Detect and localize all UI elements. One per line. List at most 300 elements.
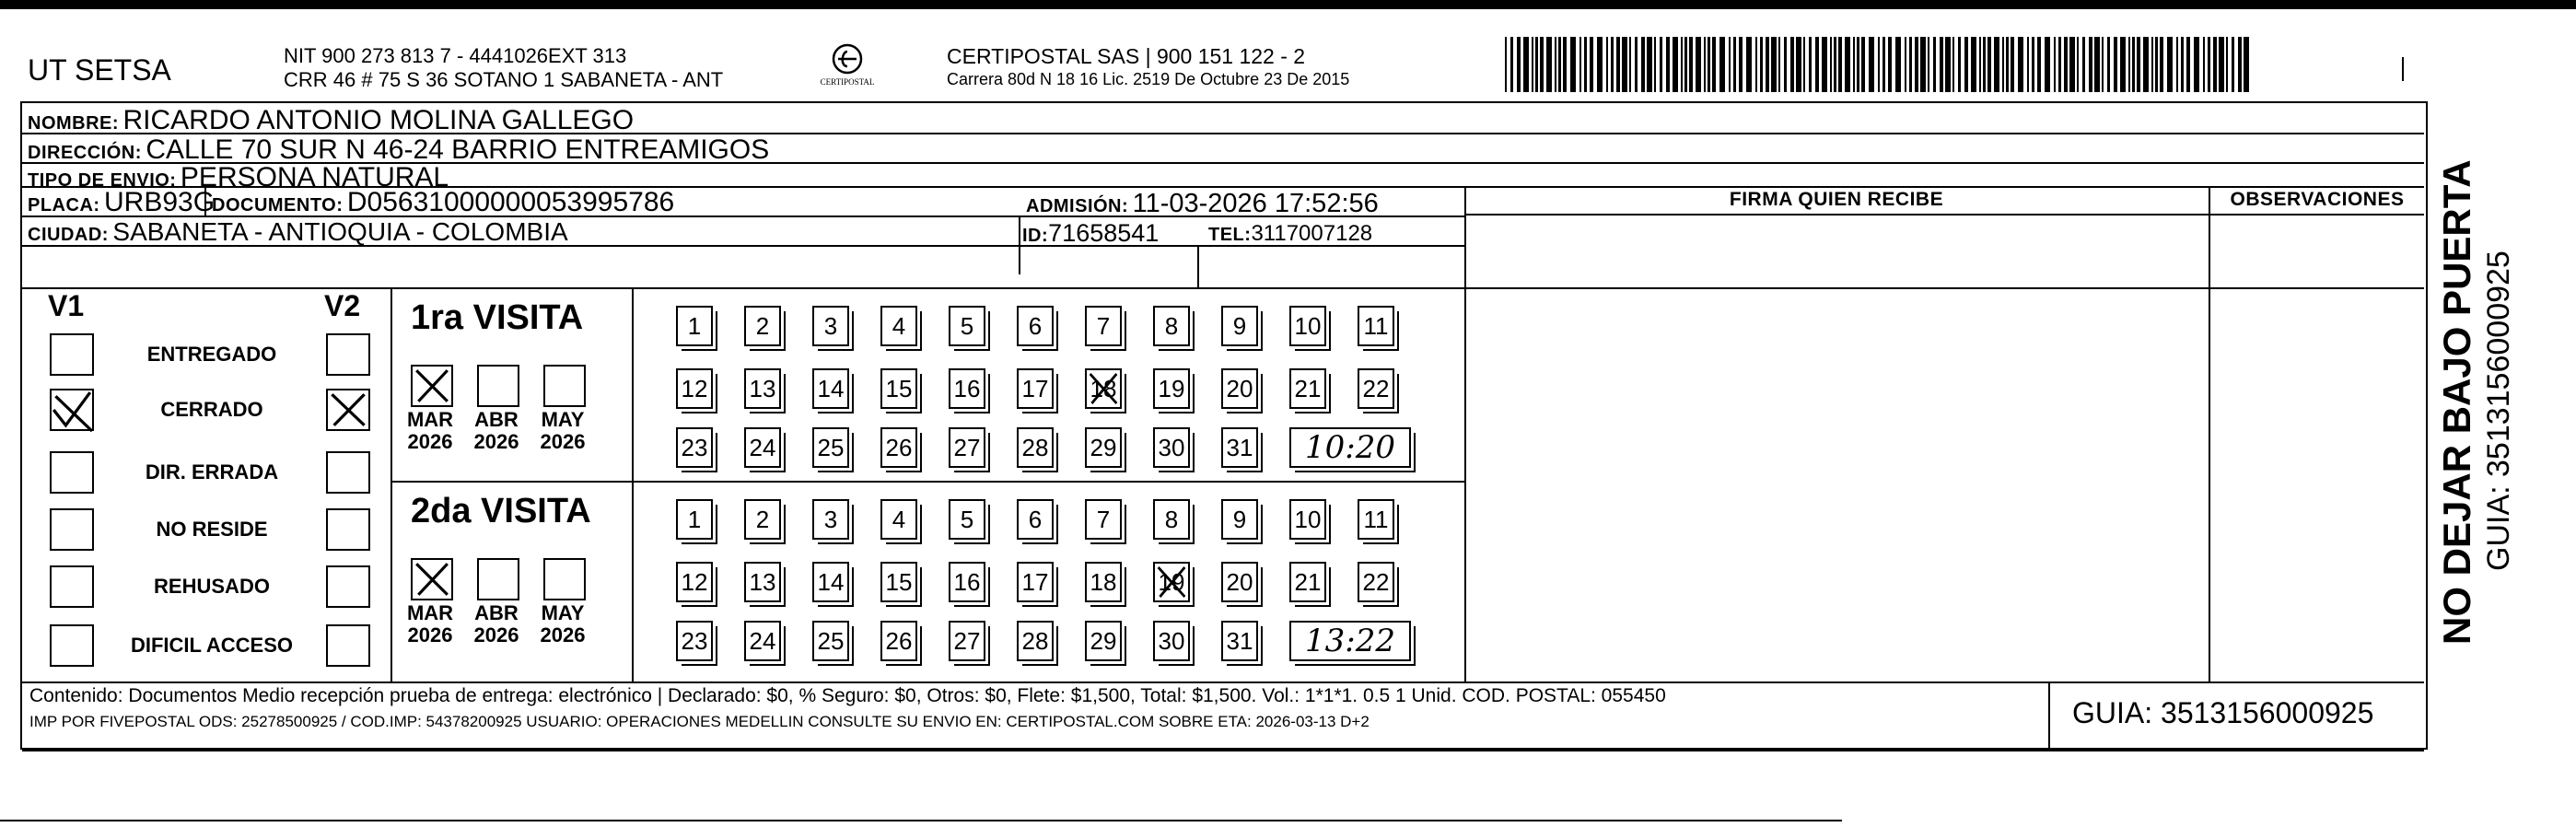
day-number: 7	[1096, 312, 1111, 340]
day-number: 2	[755, 506, 770, 533]
month-name: ABR	[474, 601, 519, 624]
barcode-bar	[2114, 37, 2117, 92]
barcode-bar	[2027, 37, 2029, 92]
barcode-bar	[1746, 37, 1752, 92]
barcode-bar	[1558, 37, 1561, 92]
barcode-bar	[2089, 37, 2092, 92]
day-number: 24	[749, 627, 776, 655]
status-label: DIR. ERRADA	[145, 460, 279, 483]
barcode-bar	[2107, 37, 2110, 92]
barcode-bar	[1915, 37, 1918, 92]
id-value: 71658541	[1048, 219, 1160, 247]
barcode-bar	[1510, 37, 1513, 92]
day-box[interactable]	[949, 562, 985, 602]
barcode-bar	[1532, 37, 1533, 92]
day-box[interactable]	[744, 499, 781, 540]
barcode-bar	[1878, 37, 1880, 92]
barcode-bar	[1830, 37, 1832, 92]
barcode-bar	[1681, 37, 1683, 92]
day-box[interactable]	[676, 368, 713, 409]
month-name: ABR	[474, 408, 519, 431]
day-box[interactable]	[949, 621, 985, 661]
day-number: 8	[1164, 506, 1179, 533]
barcode-bar	[1760, 37, 1763, 92]
day-number: 5	[960, 506, 974, 533]
day-x-mark	[1155, 564, 1188, 600]
barcode-bar	[2018, 37, 2023, 92]
id-cell	[1022, 219, 1159, 248]
certipostal-logo	[820, 42, 875, 94]
barcode-bar	[1869, 37, 1874, 92]
day-box[interactable]	[744, 306, 781, 346]
barcode-bar	[1606, 37, 1608, 92]
barcode-bar	[1555, 37, 1556, 92]
day-number: 27	[953, 627, 981, 655]
barcode-bar	[1712, 37, 1716, 92]
address-line: CRR 46 # 75 S 36 SOTANO 1 SABANETA - ANT	[284, 68, 724, 91]
day-box[interactable]	[744, 368, 781, 409]
day-box[interactable]	[880, 621, 917, 661]
tel-value: 3117007128	[1251, 221, 1373, 246]
day-number: 3	[823, 506, 838, 533]
signature-area[interactable]	[1466, 215, 2207, 680]
day-box[interactable]	[744, 621, 781, 661]
ciudad-value: SABANETA - ANTIOQUIA - COLOMBIA	[112, 217, 568, 246]
barcode-bar	[1563, 37, 1567, 92]
barcode-bar	[2167, 37, 2173, 92]
barcode	[1505, 37, 2251, 92]
barcode-bar	[2203, 37, 2205, 92]
day-box[interactable]	[880, 306, 917, 346]
barcode-bar	[1641, 37, 1645, 92]
day-box[interactable]	[1358, 562, 1394, 602]
nombre-value: RICARDO ANTONIO MOLINA GALLEGO	[122, 105, 635, 135]
day-number: 9	[1232, 506, 1247, 533]
ciudad-label: CIUDAD:	[28, 225, 109, 245]
barcode-bar	[2120, 37, 2126, 92]
barcode-bar	[2194, 37, 2199, 92]
day-box[interactable]	[1085, 562, 1122, 602]
day-number: 9	[1232, 312, 1247, 340]
barcode-bar	[2208, 37, 2210, 92]
day-box[interactable]	[1221, 562, 1258, 602]
barcode-bar	[1920, 37, 1926, 92]
barcode-bar	[1684, 37, 1687, 92]
imp-text: IMP POR FIVEPOSTAL ODS: 25278500925 / COD.IMP: 54378200925 USUARIO: OPERACIONES MEDELLIN CONSULTE SU ENVIO EN: CERTIPOSTAL.COM SOBRE ETA: 2026-03-13 D+2	[29, 713, 1370, 730]
day-number: 31	[1226, 627, 1253, 655]
month-checkbox[interactable]	[477, 365, 519, 407]
barcode-bar	[1673, 37, 1678, 92]
day-number: 13	[749, 568, 776, 596]
day-box[interactable]	[812, 306, 849, 346]
day-box[interactable]	[676, 427, 713, 468]
barcode-bar	[1739, 37, 1743, 92]
barcode-bar	[1766, 37, 1769, 92]
month-label	[464, 602, 529, 646]
day-number: 1	[687, 312, 702, 340]
barcode-bar	[1666, 37, 1670, 92]
barcode-bar	[2160, 37, 2163, 92]
barcode-bar	[1708, 37, 1710, 92]
placa-cell	[28, 187, 215, 218]
barcode-bar	[1905, 37, 1906, 92]
month-label	[530, 409, 595, 453]
day-box[interactable]	[1358, 306, 1394, 346]
day-number: 22	[1362, 568, 1390, 596]
day-box[interactable]	[676, 562, 713, 602]
v2-checkbox[interactable]	[326, 451, 370, 494]
day-box[interactable]	[1017, 427, 1054, 468]
month-year: 2026	[407, 430, 453, 453]
barcode-bar	[2143, 37, 2149, 92]
day-number: 29	[1090, 434, 1117, 461]
id-label: ID:	[1022, 226, 1049, 246]
month-year: 2026	[473, 430, 519, 453]
day-box[interactable]	[676, 621, 713, 661]
barcode-bar	[1796, 37, 1801, 92]
v1-checkbox[interactable]	[50, 333, 94, 376]
v2-checkbox[interactable]	[326, 624, 370, 667]
barcode-bar	[2186, 37, 2190, 92]
direccion-row	[28, 134, 769, 166]
day-box[interactable]	[1289, 499, 1326, 540]
barcode-bar	[2244, 37, 2249, 92]
documento-cell	[212, 187, 674, 218]
visit-time: 10:20	[1305, 429, 1395, 466]
observaciones-area[interactable]	[2210, 215, 2422, 680]
month-year: 2026	[540, 623, 586, 646]
barcode-bar	[2058, 37, 2061, 92]
barcode-bar	[1535, 37, 1538, 92]
day-box[interactable]	[1289, 562, 1326, 602]
day-box[interactable]	[1017, 562, 1054, 602]
day-number: 22	[1362, 375, 1390, 402]
day-number: 31	[1226, 434, 1253, 461]
month-checkbox[interactable]	[411, 558, 453, 600]
month-name: MAR	[406, 601, 454, 624]
direccion-label: DIRECCIÓN:	[28, 143, 142, 163]
day-number: 30	[1158, 627, 1185, 655]
visit-time-box[interactable]	[1289, 427, 1411, 468]
barcode-bar	[1704, 37, 1706, 92]
v1-checkbox[interactable]	[50, 565, 94, 608]
status-label: CERRADO	[160, 398, 263, 421]
barcode-bar	[1629, 37, 1631, 92]
day-box[interactable]	[812, 427, 849, 468]
barcode-bar	[1945, 37, 1951, 92]
barcode-bar	[1584, 37, 1587, 92]
month-checkbox[interactable]	[477, 558, 519, 600]
month-name: MAY	[541, 408, 585, 431]
day-number: 14	[817, 375, 845, 402]
day-number: 13	[749, 375, 776, 402]
barcode-bar	[1958, 37, 1961, 92]
day-box[interactable]	[1221, 368, 1258, 409]
barcode-bar	[2045, 37, 2050, 92]
status-label: ENTREGADO	[146, 343, 277, 366]
barcode-bar	[1540, 37, 1544, 92]
nombre-label: NOMBRE:	[28, 113, 120, 134]
day-box[interactable]	[812, 499, 849, 540]
barcode-bar	[1964, 37, 1968, 92]
nit-line: NIT 900 273 813 7 - 4441026EXT 313	[284, 44, 627, 67]
day-box[interactable]	[949, 499, 985, 540]
barcode-bar	[1857, 37, 1859, 92]
barcode-bar	[1994, 37, 1999, 92]
day-number: 20	[1226, 375, 1253, 402]
visit-title: 1ra VISITA	[411, 298, 584, 337]
v1-checkbox[interactable]	[50, 389, 94, 431]
firma-header: FIRMA QUIEN RECIBE	[1729, 189, 1944, 210]
day-box[interactable]	[1153, 499, 1190, 540]
day-box[interactable]	[949, 368, 985, 409]
carrier-line: CERTIPOSTAL SAS | 900 151 122 - 2	[947, 44, 1306, 68]
month-label	[398, 602, 462, 646]
day-box[interactable]	[880, 562, 917, 602]
barcode-bar	[2006, 37, 2009, 92]
barcode-bar	[1845, 37, 1850, 92]
day-number: 4	[892, 506, 906, 533]
tel-cell	[1208, 221, 1372, 247]
day-number: 17	[1021, 568, 1049, 596]
day-number: 28	[1021, 627, 1049, 655]
barcode-bar	[1622, 37, 1627, 92]
day-box[interactable]	[812, 562, 849, 602]
day-box[interactable]	[1221, 621, 1258, 661]
barcode-bar	[2219, 37, 2224, 92]
v1-checkbox[interactable]	[50, 451, 94, 494]
tipo-value: PERSONA NATURAL	[180, 162, 449, 192]
day-x-mark	[1087, 370, 1120, 407]
barcode-bar	[1579, 37, 1581, 92]
status-label: NO RESIDE	[156, 518, 268, 541]
barcode-bar	[2232, 37, 2234, 92]
day-number: 21	[1294, 568, 1322, 596]
contenido-text: Contenido: Documentos Medio recepción prueba de entrega: electrónico | Declarado: $0, % Seguro: $0, Otros: $0, Flete: $1,500, Total: $1,500. Vol.: 1*1*1. 0.5 1 Unid. COD. POSTAL: 055450	[29, 685, 1666, 706]
barcode-bar	[2181, 37, 2184, 92]
company-name: UT SETSA	[28, 53, 171, 87]
barcode-bar	[1729, 37, 1731, 92]
barcode-bar	[1616, 37, 1620, 92]
day-number: 20	[1226, 568, 1253, 596]
day-box[interactable]	[1153, 368, 1190, 409]
day-box[interactable]	[676, 306, 713, 346]
day-box[interactable]	[880, 427, 917, 468]
barcode-bar	[2226, 37, 2228, 92]
day-number: 18	[1090, 568, 1117, 596]
day-box[interactable]	[880, 499, 917, 540]
day-box[interactable]	[1085, 621, 1122, 661]
day-number: 8	[1164, 312, 1179, 340]
barcode-bar	[2102, 37, 2104, 92]
day-box[interactable]	[1017, 368, 1054, 409]
barcode-bar	[2069, 37, 2075, 92]
v1-checkbox[interactable]	[50, 508, 94, 551]
v2-checkbox[interactable]	[326, 389, 370, 431]
month-year: 2026	[473, 623, 519, 646]
barcode-bar	[1909, 37, 1912, 92]
day-number: 21	[1294, 375, 1322, 402]
barcode-bar	[2137, 37, 2140, 92]
day-box[interactable]	[1085, 368, 1122, 409]
admision-cell	[1026, 189, 1379, 219]
month-checkbox[interactable]	[411, 365, 453, 407]
status-label: REHUSADO	[154, 575, 270, 598]
day-box[interactable]	[1153, 562, 1190, 602]
barcode-bar	[1815, 37, 1819, 92]
v2-checkbox[interactable]	[326, 333, 370, 376]
day-number: 24	[749, 434, 776, 461]
day-box[interactable]	[812, 621, 849, 661]
tipo-label: TIPO DE ENVIO:	[28, 170, 177, 191]
day-number: 15	[885, 568, 913, 596]
barcode-bar	[1590, 37, 1593, 92]
day-number: 27	[953, 434, 981, 461]
barcode-bar	[1635, 37, 1638, 92]
day-number: 12	[681, 375, 708, 402]
day-box[interactable]	[1221, 306, 1258, 346]
day-box[interactable]	[744, 427, 781, 468]
barcode-bar	[1895, 37, 1901, 92]
barcode-bar	[2213, 37, 2217, 92]
barcode-bar	[1888, 37, 1892, 92]
day-box[interactable]	[1221, 499, 1258, 540]
barcode-bar	[2155, 37, 2158, 92]
ciudad-cell	[28, 217, 568, 247]
day-number: 5	[960, 312, 974, 340]
barcode-bar	[1952, 37, 1954, 92]
day-box[interactable]	[812, 368, 849, 409]
day-box[interactable]	[1017, 621, 1054, 661]
barcode-bar	[1928, 37, 1929, 92]
day-box[interactable]	[949, 306, 985, 346]
day-number: 30	[1158, 434, 1185, 461]
barcode-bar	[1660, 37, 1662, 92]
month-year: 2026	[407, 623, 453, 646]
barcode-bar	[1755, 37, 1757, 92]
day-number: 10	[1294, 312, 1322, 340]
barcode-bar	[2128, 37, 2130, 92]
carrier-address: Carrera 80d N 18 16 Lic. 2519 De Octubre 23 De 2015	[947, 70, 1350, 88]
footer-guia: GUIA: 3513156000925	[2072, 696, 2374, 729]
month-name: MAR	[406, 408, 454, 431]
barcode-bar	[1803, 37, 1805, 92]
month-checkbox[interactable]	[543, 558, 586, 600]
barcode-bar	[1733, 37, 1736, 92]
day-number: 28	[1021, 434, 1049, 461]
barcode-bar	[2002, 37, 2004, 92]
barcode-bar	[1696, 37, 1701, 92]
admision-value: 11-03-2026 17:52:56	[1132, 189, 1379, 218]
day-box[interactable]	[1153, 306, 1190, 346]
month-name: MAY	[541, 601, 585, 624]
day-box[interactable]	[1153, 427, 1190, 468]
v1-checkbox[interactable]	[50, 624, 94, 667]
barcode-bar	[2094, 37, 2100, 92]
day-number: 23	[681, 627, 708, 655]
day-box[interactable]	[676, 499, 713, 540]
placa-value: URB93G	[104, 187, 216, 217]
barcode-bar	[2054, 37, 2056, 92]
day-number: 7	[1096, 506, 1111, 533]
day-number: 25	[817, 627, 845, 655]
barcode-bar	[1790, 37, 1794, 92]
day-number: 4	[892, 312, 906, 340]
day-number: 2	[755, 312, 770, 340]
logo-text: CERTIPOSTAL	[820, 77, 875, 87]
day-number: 16	[953, 568, 981, 596]
admision-label: ADMISIÓN:	[1026, 196, 1129, 216]
placa-label: PLACA:	[28, 195, 100, 215]
day-box[interactable]	[1221, 427, 1258, 468]
barcode-bar	[1861, 37, 1865, 92]
day-number: 10	[1294, 506, 1322, 533]
month-label	[530, 602, 595, 646]
barcode-bar	[1597, 37, 1603, 92]
day-box[interactable]	[744, 562, 781, 602]
barcode-bar	[1647, 37, 1652, 92]
day-box[interactable]	[1289, 368, 1326, 409]
side-guia: GUIA: 3513156000925	[2481, 250, 2516, 571]
barcode-bar	[1784, 37, 1787, 92]
day-box[interactable]	[1153, 621, 1190, 661]
v2-checkbox[interactable]	[326, 565, 370, 608]
barcode-bar	[1882, 37, 1885, 92]
barcode-bar	[1517, 37, 1521, 92]
direccion-value: CALLE 70 SUR N 46-24 BARRIO ENTREAMIGOS	[146, 134, 770, 165]
day-box[interactable]	[1358, 368, 1394, 409]
day-box[interactable]	[880, 368, 917, 409]
barcode-bar	[1546, 37, 1552, 92]
top-edge-bar	[0, 0, 2576, 9]
day-number: 26	[885, 627, 913, 655]
barcode-bar	[2037, 37, 2041, 92]
v2-checkbox[interactable]	[326, 508, 370, 551]
day-number: 12	[681, 568, 708, 596]
corner-tick	[2402, 57, 2404, 81]
day-box[interactable]	[1358, 499, 1394, 540]
day-box[interactable]	[949, 427, 985, 468]
visit-time-box[interactable]	[1289, 621, 1411, 661]
day-number: 18	[1090, 375, 1117, 402]
barcode-bar	[1611, 37, 1614, 92]
barcode-bar	[1505, 37, 1507, 92]
day-box[interactable]	[1085, 306, 1122, 346]
barcode-bar	[1771, 37, 1777, 92]
visit-title: 2da VISITA	[411, 492, 591, 530]
bottom-edge-line	[0, 820, 1842, 821]
day-box[interactable]	[1289, 306, 1326, 346]
barcode-bar	[1570, 37, 1576, 92]
barcode-bar	[1834, 37, 1836, 92]
barcode-bar	[1689, 37, 1693, 92]
observaciones-header: OBSERVACIONES	[2230, 189, 2405, 210]
barcode-bar	[1809, 37, 1812, 92]
day-box[interactable]	[1085, 499, 1122, 540]
day-number: 14	[817, 568, 845, 596]
day-number: 23	[681, 434, 708, 461]
month-checkbox[interactable]	[543, 365, 586, 407]
barcode-bar	[1838, 37, 1842, 92]
day-number: 19	[1158, 375, 1185, 402]
day-box[interactable]	[1085, 427, 1122, 468]
barcode-bar	[2032, 37, 2034, 92]
day-box[interactable]	[1017, 306, 1054, 346]
day-number: 11	[1363, 312, 1389, 340]
day-box[interactable]	[1017, 499, 1054, 540]
day-number: 1	[687, 506, 702, 533]
barcode-bar	[2151, 37, 2153, 92]
